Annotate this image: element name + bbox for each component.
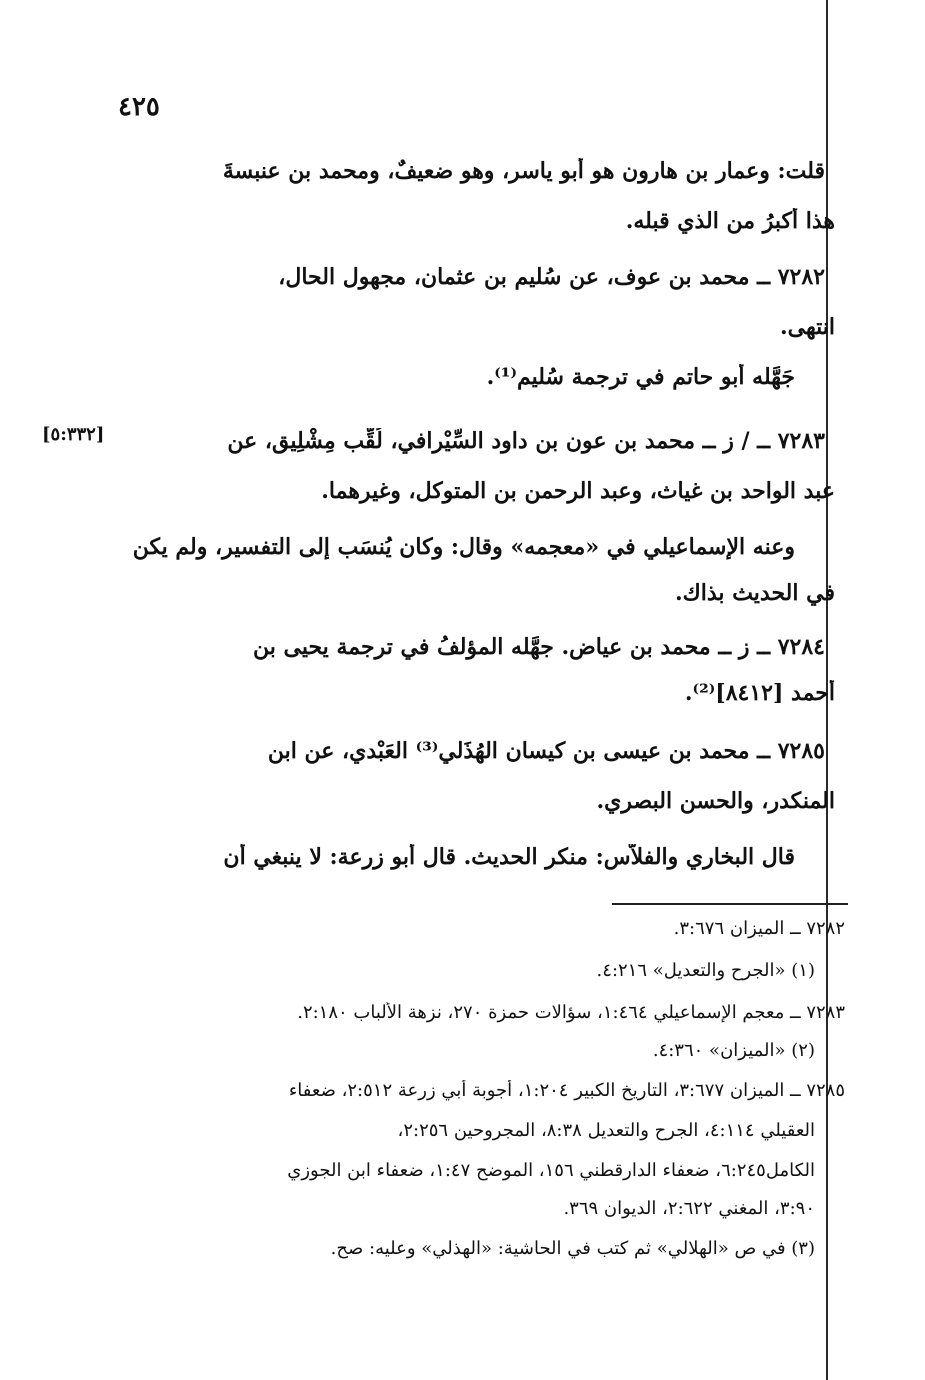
body-line: في الحديث بذاك. [674,580,835,606]
page-number: ٤٢٥ [118,92,160,122]
footnote-source-7285: ٧٢٨٥ ــ الميزان ٣:٦٧٧، التاريخ الكبير ١:٢٠٤، أجوبة أبي زرعة ٢:٥١٢، ضعفاء [288,1080,845,1101]
body-line: انتهى. [779,314,835,340]
footnote-source-line: ٣:٩٠، المغني ٢:٦٢٢، الديوان ٣٦٩. [563,1198,815,1219]
body-line: وعنه الإسماعيلي في «معجمه» وقال: وكان يُنسَب إلى التفسير، ولم يكن [132,534,795,560]
footnote-source-line: الكامل٦:٢٤٥، ضعفاء الدارقطني ١٥٦، الموضح ١:٤٧، ضعفاء ابن الجوزي [287,1160,815,1181]
footnote-2: (٢) «الميزان» ٤:٣٦٠. [652,1040,815,1061]
body-line: هذا أكبرُ من الذي قبله. [625,208,835,234]
body-line: المنكدر، والحسن البصري. [596,788,835,814]
body-line: جَهَّله أبو حاتم في ترجمة سُليم⁽¹⁾. [486,364,795,390]
footnote-source-line: العقيلي ٤:١١٤، الجرح والتعديل ٨:٣٨، المجروحين ٢:٢٥٦، [397,1120,815,1141]
body-line: أحمد [٨٤١٢]⁽²⁾. [684,680,835,706]
footnote-separator [612,903,848,905]
body-line: قال البخاري والفلاَّس: منكر الحديث. قال أبو زرعة: لا ينبغي أن [223,844,795,870]
entry-7283: ٧٢٨٣ ــ / ز ــ محمد بن عون بن داود السِّيْرافي، لُقِّب مِشْلِيق، عن [227,428,825,454]
body-line: عبد الواحد بن غياث، وعبد الرحمن بن المتوكل، وغيرهما. [321,478,835,504]
entry-7285: ٧٢٨٥ ــ محمد بن عيسى بن كيسان الهُذَلي⁽³⁾ العَبْدي، عن ابن [267,738,825,764]
entry-7282: ٧٢٨٢ ــ محمد بن عوف، عن سُليم بن عثمان، مجهول الحال، [278,264,825,290]
body-line: قلت: وعمار بن هارون هو أبو ياسر، وهو ضعيفٌ، ومحمد بن عنبسةَ [222,158,825,184]
footnote-source-7282: ٧٢٨٢ ــ الميزان ٣:٦٧٦. [673,918,845,939]
entry-7284: ٧٢٨٤ ــ ز ــ محمد بن عياض. جهَّله المؤلفُ في ترجمة يحيى بن [252,634,825,660]
footnote-source-7283: ٧٢٨٣ ــ معجم الإسماعيلي ١:٤٦٤، سؤالات حمزة ٢٧٠، نزهة الألباب ٢:١٨٠. [297,1002,845,1023]
footnote-3: (٣) في ص «الهلالي» ثم كتب في الحاشية: «الهذلي» وعليه: صح. [330,1238,815,1259]
side-page-reference: [٥:٣٣٢] [42,424,105,445]
footnote-1: (١) «الجرح والتعديل» ٤:٢١٦. [596,960,815,981]
